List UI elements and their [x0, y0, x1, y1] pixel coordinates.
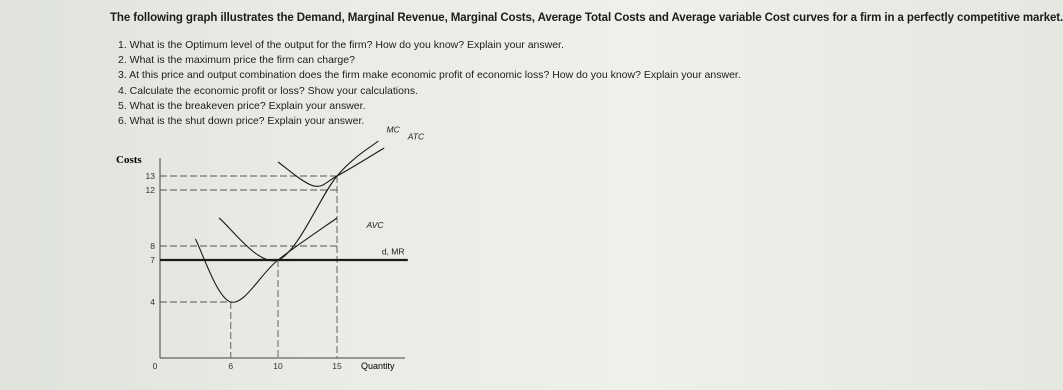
y-tick-label: 7: [150, 255, 155, 265]
y-axis-label: Costs: [116, 154, 142, 166]
x-tick-label: 10: [273, 361, 283, 371]
question-item: 4. Calculate the economic profit or loss? Show your calculations.: [118, 84, 418, 97]
x-tick-label: 6: [228, 361, 234, 371]
y-tick-label: 13: [145, 171, 155, 181]
question-item: 3. At this price and output combination does the firm make economic profit of economic loss? How do you know? Explain your answer.: [118, 69, 741, 82]
question-item: 5. What is the breakeven price? Explain your answer.: [118, 99, 366, 112]
x-axis-label: Quantity: [361, 361, 395, 371]
curve-label: MC: [386, 124, 400, 135]
x-tick-label: 15: [332, 361, 342, 371]
atc-curve: [278, 148, 384, 186]
question-item: 6. What is the shut down price? Explain your answer.: [118, 115, 365, 128]
x-tick-label: 0: [152, 361, 158, 371]
question-heading: The following graph illustrates the Demand, Marginal Revenue, Marginal Costs, Average Total Costs and Average variable Cost curves for a firm in a perfectly competitive market.: [110, 12, 1063, 24]
curve-label: ATC: [407, 131, 425, 142]
y-tick-label: 12: [145, 185, 155, 195]
tick-labels: [146, 171, 342, 371]
y-tick-label: 4: [150, 297, 155, 307]
cost-curves-graph: [100, 124, 425, 378]
curve-label: d, MR: [381, 246, 405, 257]
y-tick-label: 8: [150, 241, 155, 251]
reference-lines: [160, 176, 337, 358]
question-item: 1. What is the Optimum level of the output for the firm? How do you know? Explain your answer.: [118, 39, 564, 51]
question-item: 2. What is the maximum price the firm can charge?: [118, 54, 355, 67]
question-list: [118, 38, 741, 129]
mc-curve: [219, 141, 378, 261]
curve-label: AVC: [366, 219, 384, 230]
